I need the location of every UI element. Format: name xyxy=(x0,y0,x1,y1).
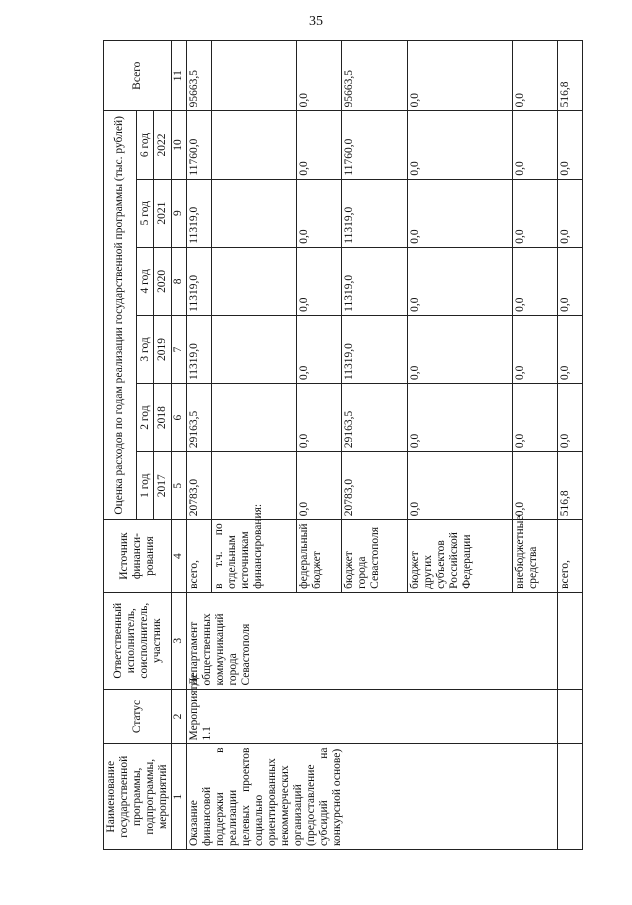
budget-table xyxy=(103,40,583,850)
event-name: Оказание финансовой поддержки в реализации целевых проектов социально ориентированных некоммерческих организаций (предоставление субсидий на конкурсной основе) xyxy=(187,744,558,850)
value-cell: 95663,5 xyxy=(342,41,407,111)
value-cell: 11760,0 xyxy=(342,111,407,179)
header-year: 2022 xyxy=(154,111,172,179)
source-cell: внебюджетные средства xyxy=(513,520,558,593)
value-cell xyxy=(211,247,296,315)
value-cell: 0,0 xyxy=(407,384,513,452)
budget-table-rotated xyxy=(103,40,583,850)
table-row xyxy=(558,41,583,850)
empty-cell xyxy=(558,744,583,850)
event-executor: Департамент общественных коммуникаций города Севастополя xyxy=(187,592,558,689)
column-number: 6 xyxy=(172,384,187,452)
header-year: 2018 xyxy=(154,384,172,452)
value-cell: 0,0 xyxy=(297,179,342,247)
value-cell: 11319,0 xyxy=(342,179,407,247)
empty-cell xyxy=(558,592,583,689)
value-cell: 0,0 xyxy=(297,111,342,179)
value-cell xyxy=(211,179,296,247)
value-cell: 0,0 xyxy=(407,315,513,383)
header-source: Источник финанси-рования xyxy=(104,520,172,593)
page-number: 35 xyxy=(309,14,323,29)
value-cell: 0,0 xyxy=(513,179,558,247)
column-number: 5 xyxy=(172,452,187,520)
value-cell xyxy=(211,41,296,111)
value-cell: 0,0 xyxy=(297,315,342,383)
value-cell: 0,0 xyxy=(407,111,513,179)
column-number: 9 xyxy=(172,179,187,247)
value-cell: 20783,0 xyxy=(187,452,212,520)
value-cell: 0,0 xyxy=(297,247,342,315)
empty-cell xyxy=(558,689,583,744)
value-cell: 0,0 xyxy=(513,384,558,452)
value-cell: 0,0 xyxy=(407,41,513,111)
value-cell: 11319,0 xyxy=(342,315,407,383)
value-cell: 0,0 xyxy=(513,315,558,383)
source-cell: бюджет города Севастополя xyxy=(342,520,407,593)
value-cell: 0,0 xyxy=(558,384,583,452)
value-cell: 0,0 xyxy=(558,111,583,179)
table-row xyxy=(187,41,212,850)
header-total: Всего xyxy=(104,41,172,111)
header-year-label: 3 год xyxy=(136,315,154,383)
column-number: 11 xyxy=(172,41,187,111)
header-year: 2021 xyxy=(154,179,172,247)
header-year: 2020 xyxy=(154,247,172,315)
value-cell: 0,0 xyxy=(297,452,342,520)
value-cell: 0,0 xyxy=(297,41,342,111)
value-cell: 0,0 xyxy=(297,384,342,452)
header-name: Наименование государственной программы, подпрограммы, мероприятий xyxy=(104,744,172,850)
value-cell: 95663,5 xyxy=(187,41,212,111)
column-number: 8 xyxy=(172,247,187,315)
value-cell: 11319,0 xyxy=(187,247,212,315)
source-cell: в т.ч. по отдельным источникам финансирования: xyxy=(211,520,296,593)
column-number: 4 xyxy=(172,520,187,593)
value-cell: 0,0 xyxy=(513,41,558,111)
header-year-label: 4 год xyxy=(136,247,154,315)
value-cell: 29163,5 xyxy=(342,384,407,452)
source-cell: бюджет других субъектов Российской Федерации xyxy=(407,520,513,593)
event-status: Мероприятие 1.1 xyxy=(187,689,558,744)
header-year-label: 5 год xyxy=(136,179,154,247)
header-executor: Ответственный исполнитель, соисполнитель, участник xyxy=(104,592,172,689)
column-number: 7 xyxy=(172,315,187,383)
column-number: 3 xyxy=(172,592,187,689)
value-cell: 0,0 xyxy=(407,452,513,520)
column-number: 1 xyxy=(172,744,187,850)
source-cell: федеральный бюджет xyxy=(297,520,342,593)
column-numbers-row xyxy=(172,41,187,850)
header-status: Статус xyxy=(104,689,172,744)
value-cell: 29163,5 xyxy=(187,384,212,452)
source-cell: всего, xyxy=(558,520,583,593)
value-cell: 0,0 xyxy=(407,179,513,247)
value-cell: 0,0 xyxy=(558,179,583,247)
value-cell: 0,0 xyxy=(513,452,558,520)
header-year: 2019 xyxy=(154,315,172,383)
value-cell: 20783,0 xyxy=(342,452,407,520)
column-number: 10 xyxy=(172,111,187,179)
header-year-label: 2 год xyxy=(136,384,154,452)
source-cell: всего, xyxy=(187,520,212,593)
value-cell: 516,8 xyxy=(558,41,583,111)
header-year-label: 1 год xyxy=(136,452,154,520)
value-cell: 0,0 xyxy=(558,315,583,383)
value-cell xyxy=(211,315,296,383)
header-year-label: 6 год xyxy=(136,111,154,179)
value-cell: 11319,0 xyxy=(187,179,212,247)
value-cell: 11319,0 xyxy=(187,315,212,383)
column-number: 2 xyxy=(172,689,187,744)
value-cell: 0,0 xyxy=(558,247,583,315)
value-cell: 0,0 xyxy=(513,111,558,179)
value-cell: 11319,0 xyxy=(342,247,407,315)
value-cell: 11760,0 xyxy=(187,111,212,179)
value-cell: 0,0 xyxy=(407,247,513,315)
value-cell: 0,0 xyxy=(513,247,558,315)
header-year: 2017 xyxy=(154,452,172,520)
value-cell xyxy=(211,111,296,179)
value-cell xyxy=(211,384,296,452)
header-expenses-group: Оценка расходов по годам реализации государственной программы (тыс. рублей) xyxy=(104,111,137,520)
value-cell: 516,8 xyxy=(558,452,583,520)
